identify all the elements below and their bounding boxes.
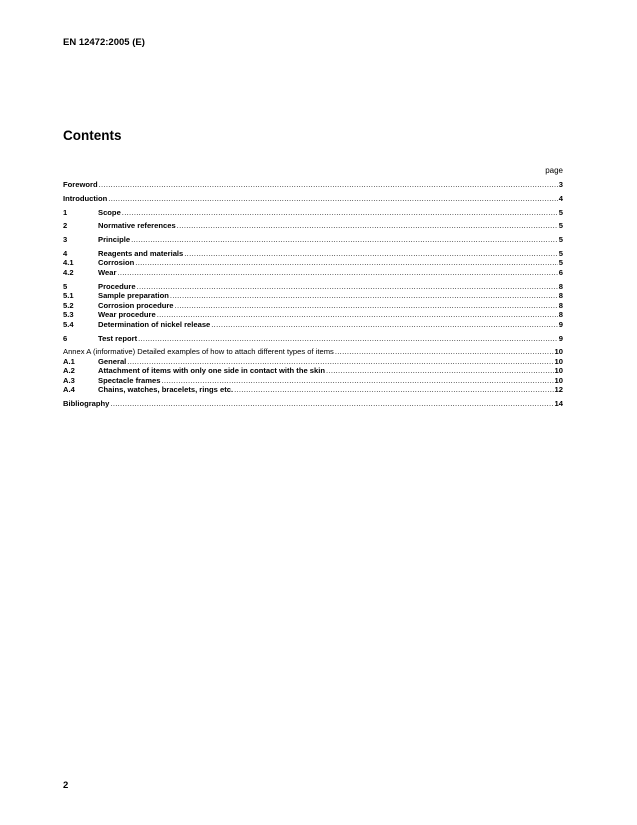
- dot-leader: [137, 282, 558, 292]
- toc-entry-number: 5.1: [63, 291, 74, 301]
- toc-entry-title: Principle: [98, 235, 131, 245]
- toc-entry-number: 4: [63, 248, 68, 258]
- toc-group: [63, 180, 563, 190]
- toc-entry[interactable]: [63, 320, 563, 330]
- toc-entry-page: 14: [554, 399, 563, 409]
- toc-entry-page: 12: [554, 385, 563, 395]
- dot-leader: [175, 301, 558, 311]
- toc-entry[interactable]: [63, 334, 563, 344]
- toc-entry-page: 6: [558, 267, 563, 277]
- toc-entry-title: General: [98, 356, 127, 366]
- toc-entry-title: Attachment of items with only one side in contact with the skin: [98, 366, 325, 376]
- toc-group: [63, 334, 563, 344]
- toc-group: [63, 194, 563, 204]
- toc-group: [63, 208, 563, 218]
- toc-entry[interactable]: [63, 347, 563, 357]
- dot-leader: [99, 180, 558, 190]
- toc-entry[interactable]: [63, 357, 563, 367]
- toc-entry-title: Reagents and materials: [98, 248, 184, 258]
- toc-entry[interactable]: [63, 235, 563, 245]
- toc-entry-number: 1: [63, 207, 68, 217]
- dot-leader: [170, 291, 558, 301]
- toc-entry-title: Foreword: [63, 180, 98, 189]
- toc-entry-page: 5: [558, 258, 563, 268]
- toc-entry-title: Scope: [98, 207, 121, 217]
- document-id: EN 12472:2005 (E): [63, 37, 145, 48]
- dot-leader: [177, 221, 558, 231]
- toc-entry-title: Test report: [98, 333, 138, 343]
- toc-entry[interactable]: [63, 301, 563, 311]
- toc-entry[interactable]: [63, 268, 563, 278]
- dot-leader: [117, 268, 557, 278]
- toc-entry-page: 8: [558, 281, 563, 291]
- toc-entry[interactable]: [63, 282, 563, 292]
- toc-entry-page: 3: [558, 180, 563, 189]
- toc-entry-page: 10: [554, 356, 563, 366]
- toc-entry-number: 5: [63, 281, 68, 291]
- page-column-label: page: [545, 166, 563, 175]
- toc-entry-page: 10: [554, 347, 563, 357]
- toc-entry[interactable]: [63, 208, 563, 218]
- toc-entry-number: 5.4: [63, 319, 74, 329]
- toc-entry[interactable]: [63, 249, 563, 259]
- toc-entry-title: Wear procedure: [98, 310, 156, 320]
- page-title: Contents: [63, 128, 122, 143]
- toc-entry-title: Bibliography: [63, 399, 110, 409]
- toc-entry-page: 9: [558, 333, 563, 343]
- dot-leader: [122, 208, 558, 218]
- toc-entry-page: 9: [558, 319, 563, 329]
- dot-leader: [157, 310, 558, 320]
- toc-entry[interactable]: [63, 399, 563, 409]
- toc-entry-page: 8: [558, 300, 563, 310]
- toc-entry[interactable]: [63, 180, 563, 190]
- toc-group: [63, 221, 563, 231]
- dot-leader: [131, 235, 558, 245]
- toc-entry-number: 4.2: [63, 267, 74, 277]
- toc-entry-number: A.1: [63, 356, 75, 366]
- dot-leader: [135, 258, 557, 268]
- toc-entry-page: 4: [558, 193, 563, 203]
- toc-entry-number: 5.3: [63, 310, 74, 320]
- toc-entry-number: A.4: [63, 385, 75, 395]
- dot-leader: [326, 366, 554, 376]
- toc-entry-page: 5: [558, 235, 563, 245]
- toc-entry[interactable]: [63, 366, 563, 376]
- dot-leader: [161, 376, 553, 386]
- toc-entry-page: 5: [558, 207, 563, 217]
- toc-entry-title: Introduction: [63, 193, 108, 203]
- dot-leader: [234, 385, 553, 395]
- dot-leader: [335, 347, 554, 357]
- toc-entry-title: Wear: [98, 267, 117, 277]
- toc-entry-number: A.2: [63, 366, 75, 376]
- toc-group: [63, 249, 563, 278]
- toc-entry-number: A.3: [63, 375, 75, 385]
- toc-entry-number: 4.1: [63, 258, 74, 268]
- toc-entry-number: 2: [63, 221, 68, 231]
- toc-entry-title: Corrosion procedure: [98, 300, 174, 310]
- toc-group: [63, 235, 563, 245]
- toc-entry[interactable]: [63, 291, 563, 301]
- toc-entry[interactable]: [63, 385, 563, 395]
- toc-entry-title: Sample preparation: [98, 291, 169, 301]
- dot-leader: [184, 249, 558, 259]
- toc-entry-number: 5.2: [63, 300, 74, 310]
- toc-entry-number: 6: [63, 333, 68, 343]
- toc-entry-title: Chains, watches, bracelets, rings etc.: [98, 385, 234, 395]
- dot-leader: [211, 320, 558, 330]
- page-number: 2: [63, 780, 69, 791]
- toc-entry-number: 3: [63, 235, 68, 245]
- toc-entry-title: Determination of nickel release: [98, 319, 211, 329]
- toc-entry-page: 5: [558, 248, 563, 258]
- toc-group: [63, 347, 563, 395]
- toc-entry-page: 10: [554, 375, 563, 385]
- toc-group: [63, 282, 563, 330]
- toc-entry-title: Annex A (informative) Detailed examples of how to attach different types of items: [63, 347, 334, 357]
- dot-leader: [110, 399, 553, 409]
- toc-entry[interactable]: [63, 310, 563, 320]
- toc-entry-title: Procedure: [98, 281, 136, 291]
- toc-group: [63, 399, 563, 409]
- toc-entry[interactable]: [63, 258, 563, 268]
- dot-leader: [127, 357, 553, 367]
- toc-entry-page: 10: [554, 366, 563, 376]
- toc-entry-title: Spectacle frames: [98, 375, 161, 385]
- toc-entry[interactable]: [63, 221, 563, 231]
- toc-entry-page: 5: [558, 221, 563, 231]
- toc-entry-page: 8: [558, 310, 563, 320]
- dot-leader: [108, 194, 557, 204]
- toc-entry-page: 8: [558, 291, 563, 301]
- table-of-contents: [63, 180, 563, 413]
- toc-entry[interactable]: [63, 194, 563, 204]
- toc-entry-title: Corrosion: [98, 258, 135, 268]
- dot-leader: [138, 334, 558, 344]
- toc-entry-title: Normative references: [98, 221, 176, 231]
- toc-entry[interactable]: [63, 376, 563, 386]
